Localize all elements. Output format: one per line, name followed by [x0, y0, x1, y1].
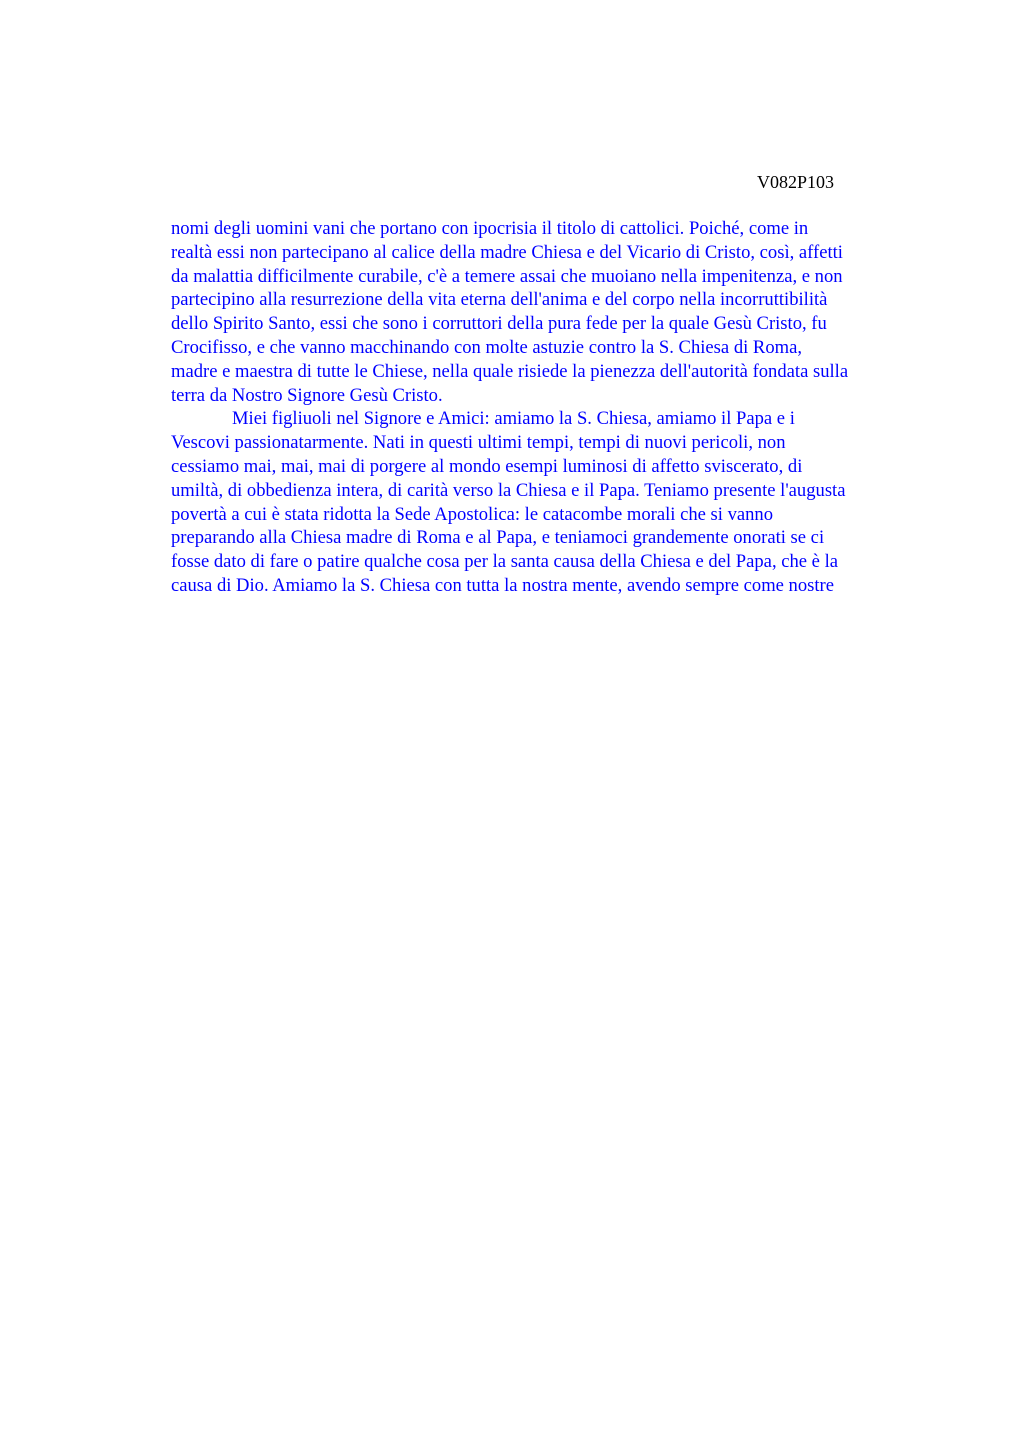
text-line: partecipino alla resurrezione della vita eterna dell'anima e del corpo nella incorruttibilità — [171, 289, 828, 311]
body-text — [171, 217, 941, 598]
text-line: da malattia difficilmente curabile, c'è a temere assai che muoiano nella impenitenza, e non — [171, 265, 843, 287]
text-line: Crocifisso, e che vanno macchinando con molte astuzie contro la S. Chiesa di Roma, — [171, 336, 802, 358]
text-line: fosse dato di fare o patire qualche cosa per la santa causa della Chiesa e del Papa, che è la — [171, 551, 839, 573]
page-reference: V082P103 — [757, 172, 835, 192]
text-line: dello Spirito Santo, essi che sono i corruttori della pura fede per la quale Gesù Cristo, fu — [171, 313, 827, 335]
text-line: nomi degli uomini vani che portano con ipocrisia il titolo di cattolici. Poiché, come in — [171, 218, 809, 239]
text-line: cessiamo mai, mai, mai di porgere al mondo esempi luminosi di affetto sviscerato, di — [171, 455, 803, 477]
text-line: causa di Dio. Amiamo la S. Chiesa con tutta la nostra mente, avendo sempre come nostre — [171, 574, 835, 596]
text-line: madre e maestra di tutte le Chiese, nella quale risiede la pienezza dell'autorità fondata sulla — [171, 360, 849, 382]
text-line: preparando alla Chiesa madre di Roma e al Papa, e teniamoci grandemente onorati se ci — [171, 527, 825, 549]
text-line: umiltà, di obbedienza intera, di carità verso la Chiesa e il Papa. Teniamo presente l'augusta — [171, 479, 846, 501]
paragraph-first-line: Miei figliuoli nel Signore e Amici: amiamo la S. Chiesa, amiamo il Papa e i — [232, 408, 795, 430]
text-line: povertà a cui è stata ridotta la Sede Apostolica: le catacombe morali che si vanno — [171, 503, 774, 525]
text-line: realtà essi non partecipano al calice della madre Chiesa e del Vicario di Cristo, così, affetti — [171, 241, 843, 263]
text-line: terra da Nostro Signore Gesù Cristo. — [171, 384, 443, 406]
text-line: Vescovi passionatarmente. Nati in questi ultimi tempi, tempi di nuovi pericoli, non — [171, 432, 786, 454]
